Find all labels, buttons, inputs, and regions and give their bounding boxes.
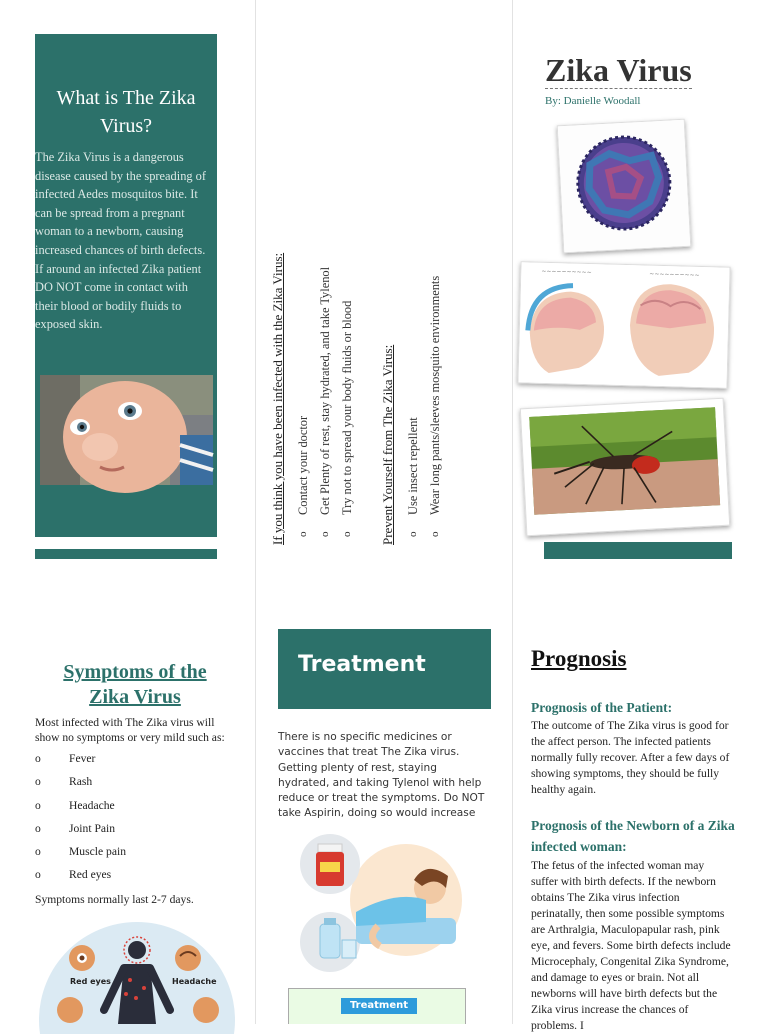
list-item: o Fever bbox=[35, 752, 96, 765]
what-is-body: The Zika Virus is a dangerous disease caused by the spreading of infected Aedes mosquitos bite. It can be spread from a pregnant woman to a newborn, causing increased chances of birth defects. If around an infected Zika patient DO NOT come in contact with their blood or bodily fluids to exposed skin. bbox=[35, 150, 207, 332]
symptoms-illustration bbox=[40, 920, 235, 1024]
infected-list bbox=[292, 185, 358, 545]
symptoms-duration-note: Symptoms normally last 2-7 days. bbox=[35, 893, 194, 906]
baby-photo bbox=[40, 375, 213, 485]
cover-title: Zika Virus bbox=[545, 52, 692, 88]
treatment-title: Treatment bbox=[298, 652, 426, 677]
list-item: o Headache bbox=[35, 798, 115, 812]
symptoms-list bbox=[35, 752, 126, 892]
infected-heading: If you think you have been infected with the Zika Virus: bbox=[270, 252, 285, 545]
prevent-heading: Prevent Yourself from The Zika Virus: bbox=[380, 344, 395, 545]
fold-line-right bbox=[512, 0, 513, 1024]
prognosis-patient-text: The outcome of The Zika virus is good for the affect person. The infected patients normally fully recover. After a few days of showing symptoms, they should be fully healthy again. bbox=[531, 719, 730, 796]
symptoms-title-line1: Symptoms of the bbox=[63, 661, 207, 683]
symptoms-title-line2: Zika Virus bbox=[89, 686, 181, 708]
treatment-card bbox=[288, 988, 466, 1024]
microcephaly-image bbox=[517, 261, 730, 388]
list-item: o Red eyes bbox=[35, 868, 112, 882]
svg-text:~~~~~~~~~~: ~~~~~~~~~~ bbox=[649, 270, 700, 279]
illustration-label-red-eyes: Red eyes bbox=[70, 977, 111, 986]
symptoms-title bbox=[35, 660, 235, 710]
right-accent-bar bbox=[544, 542, 732, 559]
cover-author: By: Danielle Woodall bbox=[545, 95, 641, 107]
svg-text:~~~~~~~~~~: ~~~~~~~~~~ bbox=[541, 267, 592, 277]
what-is-title: What is The Zika Virus? bbox=[56, 87, 196, 137]
prognosis-patient-heading: Prognosis of the Patient: bbox=[531, 700, 673, 715]
treatment-body: There is no specific medicines or vaccines that treat The Zika virus. Getting plenty of rest, staying hydrated, and taking Tylenol with help reduce or treat the symptoms. Do NOT take Aspirin, doing so would increase bbox=[278, 731, 485, 820]
prevent-list bbox=[402, 185, 446, 545]
prognosis-title: Prognosis bbox=[531, 646, 627, 671]
mosquito-image bbox=[520, 398, 730, 537]
prognosis-newborn-heading: Prognosis of the Newborn of a Zika infected woman: bbox=[531, 818, 735, 854]
list-item: o Rash bbox=[35, 775, 93, 789]
list-item: o Wear long pants/sleeves mosquito environments bbox=[424, 185, 446, 545]
left-accent-bar bbox=[35, 549, 217, 559]
fold-line-left bbox=[255, 0, 256, 1024]
treatment-illustration bbox=[296, 830, 466, 990]
list-item: o Contact your doctor bbox=[292, 185, 314, 545]
prognosis-newborn-text: The fetus of the infected woman may suffer with birth defects. If the newborn obtains The Zika virus infection perinatally, then some possible symptoms are Arthralgia, Maculopapular rash, pink eye, and fevers. Some birth defects include Microcephaly, Congenital Zika Syndrome, and damage to eyes or brain. Not all newborns will have birth defects but the Zika virus increase the chances of problems. I bbox=[531, 859, 731, 1032]
illustration-label-headache: Headache bbox=[172, 977, 217, 986]
virus-image bbox=[557, 119, 692, 254]
list-item: o Use insect repellent bbox=[402, 185, 424, 545]
list-item: o Muscle pain bbox=[35, 845, 126, 859]
list-item: o Try not to spread your body fluids or blood bbox=[336, 185, 358, 545]
list-item: o Joint Pain bbox=[35, 821, 116, 835]
prevention-panel bbox=[268, 185, 468, 545]
symptoms-intro: Most infected with The Zika virus will show no symptoms or very mild such as: bbox=[35, 716, 225, 744]
treatment-card-label: Treatment bbox=[341, 998, 417, 1014]
list-item: o Get Plenty of rest, stay hydrated, and take Tylenol bbox=[314, 185, 336, 545]
